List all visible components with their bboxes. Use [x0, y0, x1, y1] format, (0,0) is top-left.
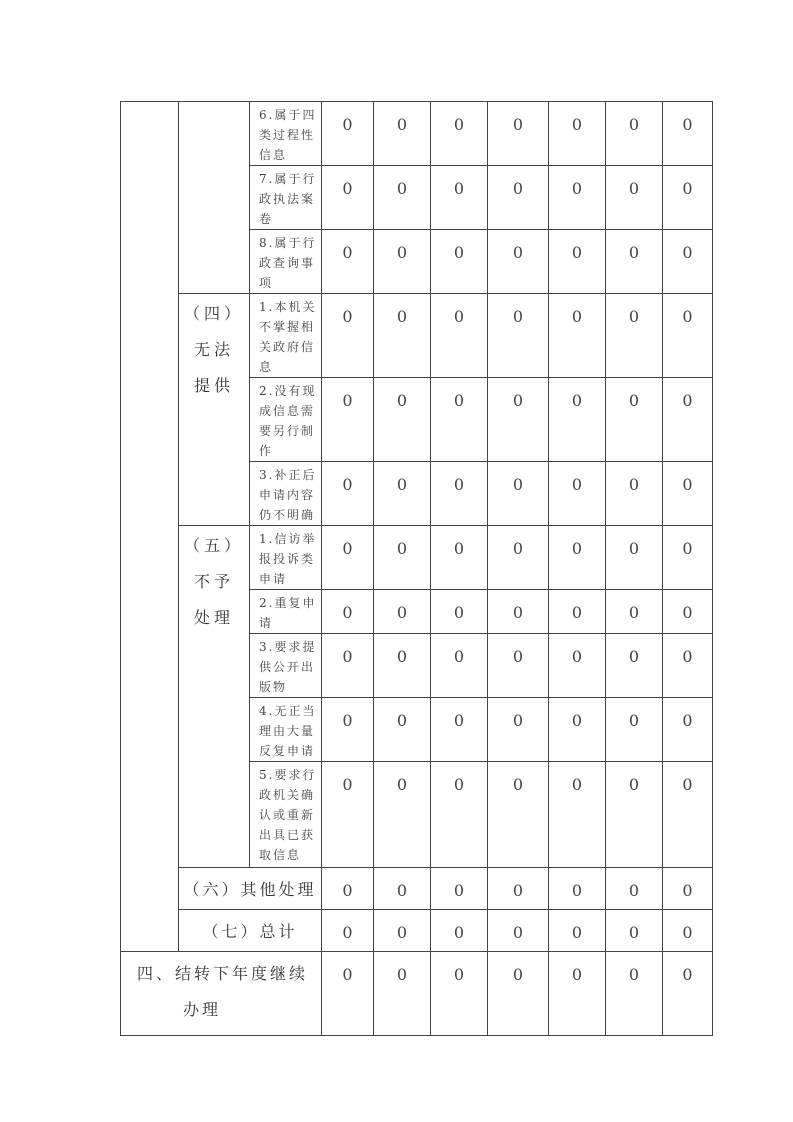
- value-cell: 0: [549, 462, 606, 526]
- report-table: [120, 101, 713, 1036]
- value-cell: 0: [606, 762, 663, 868]
- value-cell: 0: [374, 910, 431, 952]
- row-label-total: （七）总计: [179, 910, 322, 952]
- value-cell: 0: [488, 526, 549, 590]
- value-cell: 0: [488, 378, 549, 462]
- value-cell: 0: [663, 526, 713, 590]
- value-cell: 0: [322, 526, 374, 590]
- outer-blank-cell: [121, 102, 179, 952]
- value-cell: 0: [431, 762, 488, 868]
- value-cell: 0: [431, 294, 488, 378]
- value-cell: 0: [374, 762, 431, 868]
- row-label: 2.重复申请: [250, 590, 322, 634]
- value-cell: 0: [322, 634, 374, 698]
- group-cell-cannot-provide: [179, 294, 250, 526]
- value-cell: 0: [488, 102, 549, 166]
- table-row: [121, 526, 713, 590]
- row-label: 3.补正后申请内容仍不明确: [250, 462, 322, 526]
- value-cell: 0: [549, 634, 606, 698]
- value-cell: 0: [549, 590, 606, 634]
- value-cell: 0: [431, 462, 488, 526]
- row-label-other: （六）其他处理: [179, 868, 322, 910]
- value-cell: 0: [606, 294, 663, 378]
- value-cell: 0: [549, 230, 606, 294]
- row-label: 7.属于行政执法案卷: [250, 166, 322, 230]
- value-cell: 0: [488, 166, 549, 230]
- group-label: 处理: [193, 608, 234, 627]
- value-cell: 0: [431, 230, 488, 294]
- group-cell-not-handled: [179, 526, 250, 868]
- value-cell: 0: [322, 462, 374, 526]
- value-cell: 0: [663, 634, 713, 698]
- value-cell: 0: [431, 698, 488, 762]
- value-cell: 0: [663, 910, 713, 952]
- value-cell: 0: [374, 166, 431, 230]
- row-label: 6.属于四类过程性信息: [250, 102, 322, 166]
- value-cell: 0: [431, 634, 488, 698]
- table-row: [121, 868, 713, 910]
- value-cell: 0: [374, 526, 431, 590]
- value-cell: 0: [663, 102, 713, 166]
- value-cell: 0: [606, 698, 663, 762]
- table-row: [121, 952, 713, 1036]
- value-cell: 0: [549, 294, 606, 378]
- value-cell: 0: [606, 230, 663, 294]
- value-cell: 0: [663, 166, 713, 230]
- value-cell: 0: [549, 868, 606, 910]
- value-cell: 0: [431, 910, 488, 952]
- row-label: 5.要求行政机关确认或重新出具已获取信息: [250, 762, 322, 868]
- section-label-line2: 办理: [183, 1000, 222, 1019]
- value-cell: 0: [488, 590, 549, 634]
- value-cell: 0: [606, 952, 663, 1036]
- value-cell: 0: [606, 590, 663, 634]
- value-cell: 0: [488, 910, 549, 952]
- value-cell: 0: [431, 526, 488, 590]
- value-cell: 0: [549, 910, 606, 952]
- row-label: 2.没有现成信息需要另行制作: [250, 378, 322, 462]
- value-cell: 0: [663, 590, 713, 634]
- group-label: （四）: [183, 304, 244, 323]
- value-cell: 0: [488, 762, 549, 868]
- value-cell: 0: [322, 166, 374, 230]
- value-cell: 0: [663, 762, 713, 868]
- value-cell: 0: [663, 230, 713, 294]
- value-cell: 0: [606, 166, 663, 230]
- value-cell: 0: [322, 868, 374, 910]
- value-cell: 0: [431, 378, 488, 462]
- table-row: [121, 102, 713, 166]
- value-cell: 0: [322, 762, 374, 868]
- value-cell: 0: [374, 230, 431, 294]
- value-cell: 0: [374, 462, 431, 526]
- group-label: 不予: [193, 572, 234, 591]
- value-cell: 0: [606, 462, 663, 526]
- value-cell: 0: [488, 462, 549, 526]
- value-cell: 0: [488, 294, 549, 378]
- row-label: 1.信访举报投诉类申请: [250, 526, 322, 590]
- value-cell: 0: [663, 698, 713, 762]
- value-cell: 0: [431, 868, 488, 910]
- value-cell: 0: [374, 634, 431, 698]
- value-cell: 0: [374, 698, 431, 762]
- row-label: 8.属于行政查询事项: [250, 230, 322, 294]
- value-cell: 0: [488, 868, 549, 910]
- value-cell: 0: [322, 590, 374, 634]
- value-cell: 0: [322, 230, 374, 294]
- value-cell: 0: [663, 378, 713, 462]
- value-cell: 0: [488, 230, 549, 294]
- value-cell: 0: [374, 378, 431, 462]
- value-cell: 0: [663, 294, 713, 378]
- value-cell: 0: [431, 590, 488, 634]
- row-label: 4.无正当理由大量反复申请: [250, 698, 322, 762]
- value-cell: 0: [549, 762, 606, 868]
- value-cell: 0: [549, 166, 606, 230]
- value-cell: 0: [374, 102, 431, 166]
- value-cell: 0: [606, 378, 663, 462]
- value-cell: 0: [549, 698, 606, 762]
- group-label: 无法: [193, 340, 234, 359]
- value-cell: 0: [488, 952, 549, 1036]
- value-cell: 0: [663, 462, 713, 526]
- value-cell: 0: [549, 378, 606, 462]
- value-cell: 0: [606, 102, 663, 166]
- value-cell: 0: [549, 102, 606, 166]
- value-cell: 0: [322, 102, 374, 166]
- row-label: 3.要求提供公开出版物: [250, 634, 322, 698]
- table-row: [121, 910, 713, 952]
- value-cell: 0: [606, 868, 663, 910]
- value-cell: 0: [606, 910, 663, 952]
- value-cell: 0: [322, 294, 374, 378]
- group-label: （五）: [183, 536, 244, 555]
- table-row: [121, 294, 713, 378]
- group-cell-blank: [179, 102, 250, 294]
- section-label-line1: 四、结转下年度继续: [137, 964, 309, 983]
- value-cell: 0: [374, 868, 431, 910]
- value-cell: 0: [431, 102, 488, 166]
- value-cell: 0: [488, 634, 549, 698]
- value-cell: 0: [431, 166, 488, 230]
- value-cell: 0: [549, 526, 606, 590]
- value-cell: 0: [663, 952, 713, 1036]
- value-cell: 0: [322, 698, 374, 762]
- value-cell: 0: [549, 952, 606, 1036]
- value-cell: 0: [374, 952, 431, 1036]
- value-cell: 0: [374, 590, 431, 634]
- value-cell: 0: [322, 952, 374, 1036]
- value-cell: 0: [322, 378, 374, 462]
- value-cell: 0: [431, 952, 488, 1036]
- value-cell: 0: [374, 294, 431, 378]
- value-cell: 0: [322, 910, 374, 952]
- value-cell: 0: [663, 868, 713, 910]
- value-cell: 0: [606, 526, 663, 590]
- group-label: 提供: [193, 376, 234, 395]
- value-cell: 0: [606, 634, 663, 698]
- section-carryover-label: [121, 952, 322, 1036]
- row-label: 1.本机关不掌握相关政府信息: [250, 294, 322, 378]
- value-cell: 0: [488, 698, 549, 762]
